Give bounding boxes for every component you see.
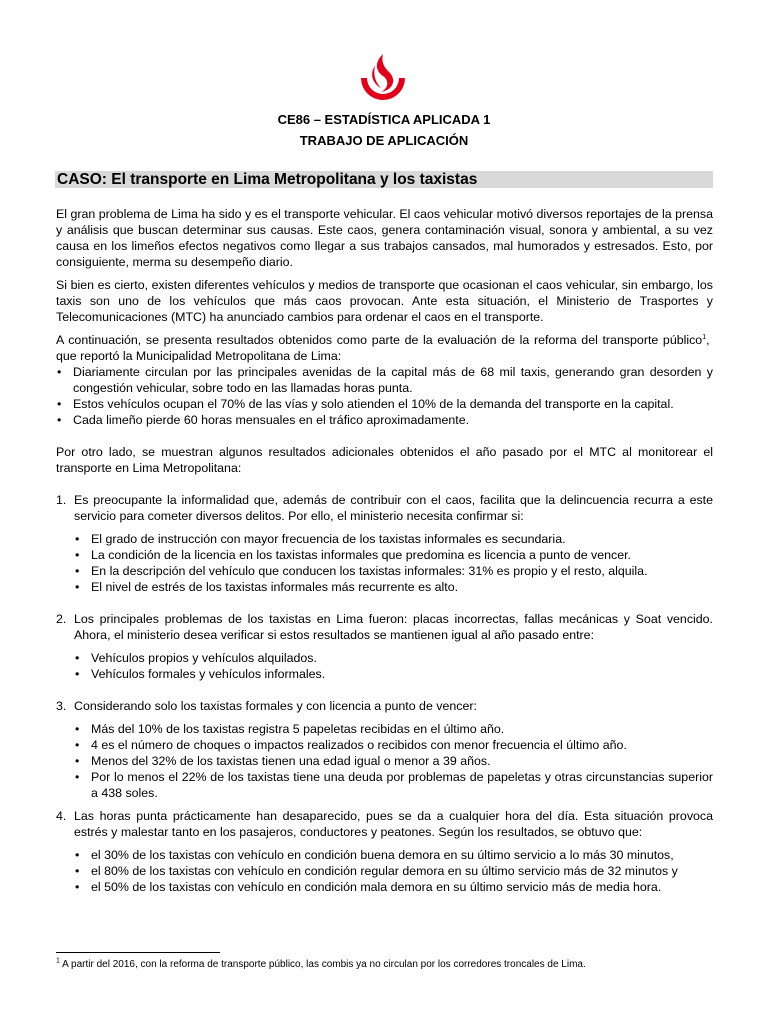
footnote-divider	[56, 952, 220, 953]
list-item: • Vehículos propios y vehículos alquilados.	[74, 650, 713, 666]
paragraph: A continuación, se presenta resultados obtenidos como parte de la evaluación de la reforma del transporte público$^1$, que reportó la Municipalidad Metropolitana de Lima:	[56, 333, 713, 363]
list-item: • El grado de instrucción con mayor frecuencia de los taxistas informales es secundaria.	[74, 531, 713, 547]
paragraph: Por otro lado, se muestran algunos resultados adicionales obtenidos el año pasado por el MTC al monitorear el transporte en Lima Metropolitana:	[56, 445, 713, 475]
item-1-bullets	[56, 531, 713, 595]
list-item: • Diariamente circulan por las principales avenidas de la capital más de 68 mil taxis, generando gran desorden y congestión vehicular, sobre todo en las llamadas horas punta.	[56, 364, 713, 396]
footnote-reference[interactable]: 1	[702, 333, 707, 341]
paragraph-text: que reportó la Municipalidad Metropolitana de Lima:	[56, 349, 342, 363]
list-item: • Vehículos formales y vehículos informales.	[74, 666, 713, 682]
numbered-item-2	[56, 611, 713, 643]
list-item: • La condición de la licencia en los taxistas informales que predomina es licencia a punto de vencer.	[74, 547, 713, 563]
item-number: 3.	[56, 699, 67, 713]
item-4-bullets	[56, 847, 713, 895]
numbered-item-1	[56, 492, 713, 524]
item-text: Las horas punta prácticamente han desaparecido, pues se da a cualquier hora del día. Esta situación provoca estrés y malestar tanto en los pasajeros, conductores y peatones. Según los resultados, se obtuvo que:	[74, 809, 713, 839]
item-number: 1.	[56, 493, 67, 507]
item-text: Es preocupante la informalidad que, además de contribuir con el caos, facilita que la delincuencia recurra a este servicio para cometer diversos delitos. Por ello, el ministerio necesita confirmar si:	[74, 493, 713, 523]
numbered-item-4	[56, 808, 713, 840]
work-title: TRABAJO DE APLICACIÓN	[299, 133, 469, 148]
case-title: CASO: El transporte en Lima Metropolitana y los taxistas	[57, 171, 478, 188]
list-item: • Por lo menos el 22% de los taxistas tiene una deuda por problemas de papeletas y otras circunstancias superior a 438 soles.	[74, 769, 713, 801]
footnote-mark: 1	[56, 957, 60, 965]
list-item: • el 50% de los taxistas con vehículo en condición mala demora en su último servicio más de media hora.	[74, 879, 713, 895]
paragraph: Si bien es cierto, existen diferentes vehículos y medios de transporte que ocasionan el caos vehicular, sin embargo, los taxis son uno de los vehículos que más caos provocan. Ante esta situación, el Ministerio de Trasportes y Telecomunicaciones (MTC) ha anunciado cambios para ordenar el caos en el transporte.	[56, 278, 713, 324]
list-item: • el 30% de los taxistas con vehículo en condición buena demora en su último servicio a lo más 30 minutos,	[74, 847, 713, 863]
item-number: 2.	[56, 612, 67, 626]
footnote	[56, 958, 586, 971]
item-number: 4.	[56, 809, 67, 823]
list-item: • Más del 10% de los taxistas registra 5 papeletas recibidas en el último año.	[74, 721, 713, 737]
university-logo-icon	[353, 50, 413, 110]
course-title: CE86 – ESTADÍSTICA APLICADA 1	[277, 112, 491, 127]
item-2-bullets	[56, 650, 713, 682]
list-item: • En la descripción del vehículo que conducen los taxistas informales: 31% es propio y el resto, alquila.	[74, 563, 713, 579]
paragraph-text: A continuación, se presenta resultados obtenidos como parte de la evaluación de la reforma del transporte público	[56, 333, 703, 347]
numbered-item-3	[56, 698, 713, 714]
list-item: • el 80% de los taxistas con vehículo en condición regular demora en su último servicio más de 32 minutos y	[74, 863, 713, 879]
item-text: Los principales problemas de los taxistas en Lima fueron: placas incorrectas, fallas mecánicas y Soat vencido. Ahora, el ministerio desea verificar si estos resultados se mantienen igual al año pasado entre:	[74, 612, 713, 642]
item-text: Considerando solo los taxistas formales y con licencia a punto de vencer:	[74, 699, 477, 713]
intro-bullet-list	[56, 364, 713, 428]
list-item: • Cada limeño pierde 60 horas mensuales en el tráfico aproximadamente.	[56, 412, 713, 428]
document-body	[56, 206, 713, 895]
paragraph: El gran problema de Lima ha sido y es el transporte vehicular. El caos vehicular motivó diversos reportajes de la prensa y análisis que buscan determinar sus causas. Este caos, genera contaminación visual, sonora y ambiental, a su vez causa en los limeños efectos negativos como llegar a sus trabajos cansados, mal humorados y estresados. Esto, por consiguiente, merma su desempeño diario.	[56, 207, 713, 269]
list-item: • Estos vehículos ocupan el 70% de las vías y solo atienden el 10% de la demanda del transporte en la capital.	[56, 396, 713, 412]
list-item: • 4 es el número de choques o impactos realizados o recibidos con menor frecuencia el último año.	[74, 737, 713, 753]
list-item: • Menos del 32% de los taxistas tienen una edad igual o menor a 39 años.	[74, 753, 713, 769]
list-item: • El nivel de estrés de los taxistas informales más recurrente es alto.	[74, 579, 713, 595]
footnote-text: A partir del 2016, con la reforma de transporte público, las combis ya no circulan por los corredores troncales de Lima.	[62, 959, 586, 970]
item-3-bullets	[56, 721, 713, 801]
